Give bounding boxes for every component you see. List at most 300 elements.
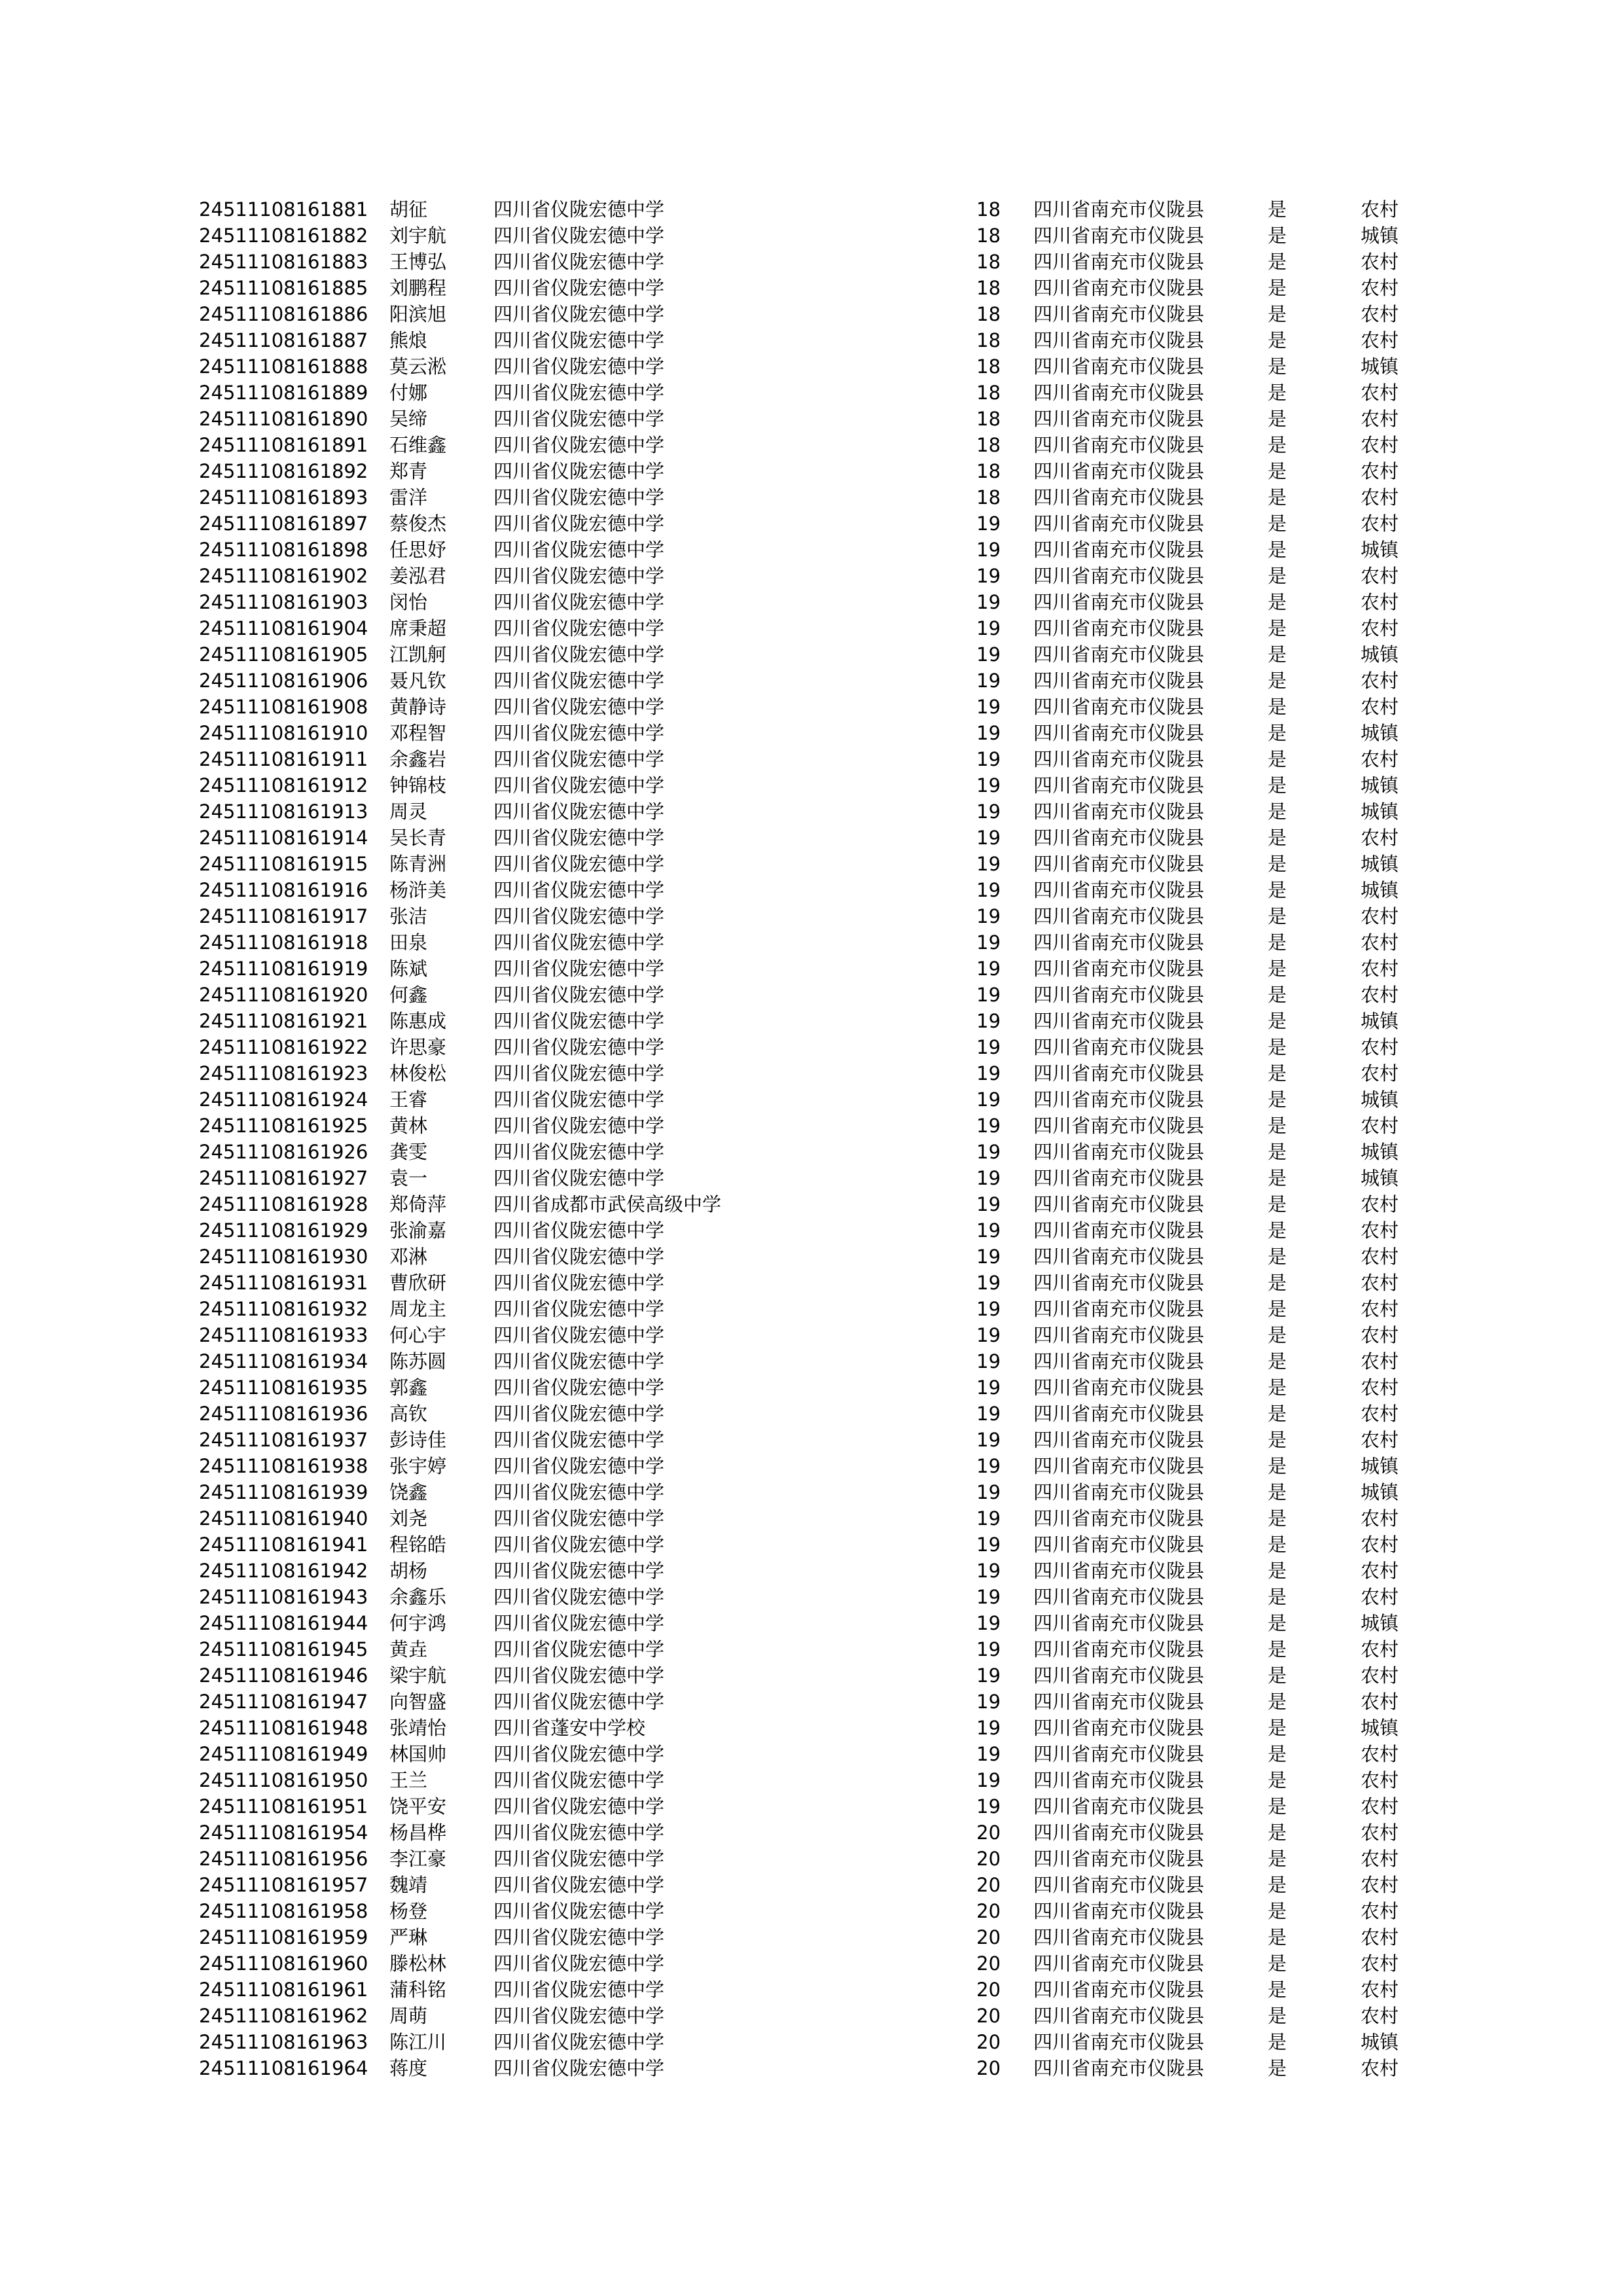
flag-cell: 是: [1268, 1167, 1287, 1189]
age-cell: 19: [976, 1350, 1001, 1372]
age-cell: 19: [976, 1691, 1001, 1713]
school-cell: 四川省蓬安中学校: [493, 1717, 646, 1739]
region-cell: 四川省南充市仪陇县: [1033, 460, 1205, 482]
residence-type-cell: 农村: [1361, 1769, 1399, 1791]
school-cell: 四川省仪陇宏德中学: [493, 565, 665, 587]
region-cell: 四川省南充市仪陇县: [1033, 1036, 1205, 1058]
name-cell: 饶平安: [389, 1795, 447, 1818]
age-cell: 18: [976, 303, 1001, 325]
age-cell: 19: [976, 565, 1001, 587]
exam-number-cell: 24511108161905: [199, 643, 368, 666]
age-cell: 18: [976, 434, 1001, 456]
name-cell: 陈惠成: [389, 1010, 447, 1032]
name-cell: 周灵: [389, 800, 428, 823]
school-cell: 四川省仪陇宏德中学: [493, 879, 665, 901]
table-row: [199, 406, 1442, 432]
exam-number-cell: 24511108161935: [199, 1376, 368, 1399]
school-cell: 四川省仪陇宏德中学: [493, 722, 665, 744]
exam-number-cell: 24511108161923: [199, 1062, 368, 1085]
table-row: [199, 380, 1442, 406]
residence-type-cell: 农村: [1361, 958, 1399, 980]
exam-number-cell: 24511108161925: [199, 1115, 368, 1137]
residence-type-cell: 城镇: [1361, 224, 1399, 247]
age-cell: 18: [976, 382, 1001, 404]
school-cell: 四川省仪陇宏德中学: [493, 1979, 665, 2001]
region-cell: 四川省南充市仪陇县: [1033, 1821, 1205, 1844]
region-cell: 四川省南充市仪陇县: [1033, 1638, 1205, 1660]
table-row: [199, 1872, 1442, 1898]
school-cell: 四川省仪陇宏德中学: [493, 1141, 665, 1163]
residence-type-cell: 农村: [1361, 382, 1399, 404]
flag-cell: 是: [1268, 460, 1287, 482]
exam-number-cell: 24511108161946: [199, 1664, 368, 1687]
age-cell: 20: [976, 1821, 1001, 1844]
age-cell: 18: [976, 224, 1001, 247]
residence-type-cell: 城镇: [1361, 774, 1399, 797]
age-cell: 19: [976, 1141, 1001, 1163]
flag-cell: 是: [1268, 1534, 1287, 1556]
school-cell: 四川省仪陇宏德中学: [493, 1848, 665, 1870]
flag-cell: 是: [1268, 1324, 1287, 1346]
residence-type-cell: 农村: [1361, 905, 1399, 927]
residence-type-cell: 农村: [1361, 1926, 1399, 1948]
residence-type-cell: 农村: [1361, 984, 1399, 1006]
table-row: [199, 1610, 1442, 1636]
region-cell: 四川省南充市仪陇县: [1033, 670, 1205, 692]
school-cell: 四川省仪陇宏德中学: [493, 1612, 665, 1634]
residence-type-cell: 城镇: [1361, 1612, 1399, 1634]
name-cell: 蒲科铭: [389, 1979, 447, 2001]
table-row: [199, 798, 1442, 825]
name-cell: 彭诗佳: [389, 1429, 447, 1451]
flag-cell: 是: [1268, 1062, 1287, 1085]
name-cell: 杨昌桦: [389, 1821, 447, 1844]
flag-cell: 是: [1268, 1821, 1287, 1844]
table-row: [199, 1217, 1442, 1244]
region-cell: 四川省南充市仪陇县: [1033, 1219, 1205, 1242]
residence-type-cell: 农村: [1361, 1324, 1399, 1346]
school-cell: 四川省仪陇宏德中学: [493, 251, 665, 273]
exam-number-cell: 24511108161881: [199, 198, 368, 221]
residence-type-cell: 城镇: [1361, 1088, 1399, 1111]
residence-type-cell: 农村: [1361, 1115, 1399, 1137]
table-row: [199, 432, 1442, 458]
name-cell: 郑青: [389, 460, 428, 482]
table-row: [199, 851, 1442, 877]
school-cell: 四川省仪陇宏德中学: [493, 434, 665, 456]
age-cell: 19: [976, 512, 1001, 535]
school-cell: 四川省仪陇宏德中学: [493, 617, 665, 639]
region-cell: 四川省南充市仪陇县: [1033, 1900, 1205, 1922]
age-cell: 19: [976, 722, 1001, 744]
age-cell: 19: [976, 539, 1001, 561]
region-cell: 四川省南充市仪陇县: [1033, 355, 1205, 378]
exam-number-cell: 24511108161947: [199, 1691, 368, 1713]
table-row: [199, 1898, 1442, 1924]
residence-type-cell: 城镇: [1361, 722, 1399, 744]
exam-number-cell: 24511108161932: [199, 1298, 368, 1320]
table-row: [199, 641, 1442, 668]
residence-type-cell: 农村: [1361, 1795, 1399, 1818]
residence-type-cell: 城镇: [1361, 1717, 1399, 1739]
age-cell: 19: [976, 1062, 1001, 1085]
name-cell: 许思豪: [389, 1036, 447, 1058]
name-cell: 王兰: [389, 1769, 428, 1791]
table-row: [199, 589, 1442, 615]
exam-number-cell: 24511108161961: [199, 1979, 368, 2001]
region-cell: 四川省南充市仪陇县: [1033, 984, 1205, 1006]
residence-type-cell: 城镇: [1361, 1167, 1399, 1189]
table-row: [199, 877, 1442, 903]
region-cell: 四川省南充市仪陇县: [1033, 1717, 1205, 1739]
residence-type-cell: 农村: [1361, 617, 1399, 639]
school-cell: 四川省仪陇宏德中学: [493, 1586, 665, 1608]
residence-type-cell: 农村: [1361, 1350, 1399, 1372]
region-cell: 四川省南充市仪陇县: [1033, 1429, 1205, 1451]
region-cell: 四川省南充市仪陇县: [1033, 2031, 1205, 2053]
school-cell: 四川省仪陇宏德中学: [493, 643, 665, 666]
region-cell: 四川省南充市仪陇县: [1033, 434, 1205, 456]
age-cell: 19: [976, 1246, 1001, 1268]
age-cell: 20: [976, 1979, 1001, 2001]
age-cell: 20: [976, 1874, 1001, 1896]
residence-type-cell: 农村: [1361, 1272, 1399, 1294]
region-cell: 四川省南充市仪陇县: [1033, 1769, 1205, 1791]
age-cell: 19: [976, 643, 1001, 666]
region-cell: 四川省南充市仪陇县: [1033, 722, 1205, 744]
age-cell: 19: [976, 1167, 1001, 1189]
exam-number-cell: 24511108161902: [199, 565, 368, 587]
name-cell: 高钦: [389, 1403, 428, 1425]
residence-type-cell: 城镇: [1361, 2031, 1399, 2053]
flag-cell: 是: [1268, 1691, 1287, 1713]
residence-type-cell: 农村: [1361, 827, 1399, 849]
table-row: [199, 511, 1442, 537]
table-row: [199, 825, 1442, 851]
age-cell: 19: [976, 1324, 1001, 1346]
residence-type-cell: 农村: [1361, 1246, 1399, 1268]
school-cell: 四川省仪陇宏德中学: [493, 1952, 665, 1975]
name-cell: 刘尧: [389, 1507, 428, 1530]
exam-number-cell: 24511108161892: [199, 460, 368, 482]
residence-type-cell: 农村: [1361, 1376, 1399, 1399]
exam-number-cell: 24511108161903: [199, 591, 368, 613]
residence-type-cell: 农村: [1361, 408, 1399, 430]
name-cell: 黄林: [389, 1115, 428, 1137]
exam-number-cell: 24511108161886: [199, 303, 368, 325]
flag-cell: 是: [1268, 329, 1287, 351]
region-cell: 四川省南充市仪陇县: [1033, 617, 1205, 639]
flag-cell: 是: [1268, 1926, 1287, 1948]
flag-cell: 是: [1268, 303, 1287, 325]
exam-number-cell: 24511108161934: [199, 1350, 368, 1372]
flag-cell: 是: [1268, 1769, 1287, 1791]
school-cell: 四川省仪陇宏德中学: [493, 355, 665, 378]
name-cell: 付娜: [389, 382, 428, 404]
flag-cell: 是: [1268, 565, 1287, 587]
school-cell: 四川省仪陇宏德中学: [493, 2057, 665, 2079]
age-cell: 19: [976, 1036, 1001, 1058]
name-cell: 熊烺: [389, 329, 428, 351]
flag-cell: 是: [1268, 434, 1287, 456]
name-cell: 张宇婷: [389, 1455, 447, 1477]
age-cell: 19: [976, 879, 1001, 901]
residence-type-cell: 城镇: [1361, 539, 1399, 561]
exam-number-cell: 24511108161963: [199, 2031, 368, 2053]
region-cell: 四川省南充市仪陇县: [1033, 1272, 1205, 1294]
school-cell: 四川省仪陇宏德中学: [493, 1874, 665, 1896]
name-cell: 邓淋: [389, 1246, 428, 1268]
name-cell: 陈青洲: [389, 853, 447, 875]
age-cell: 19: [976, 670, 1001, 692]
exam-number-cell: 24511108161920: [199, 984, 368, 1006]
table-row: [199, 301, 1442, 327]
residence-type-cell: 农村: [1361, 1560, 1399, 1582]
region-cell: 四川省南充市仪陇县: [1033, 486, 1205, 509]
residence-type-cell: 农村: [1361, 1507, 1399, 1530]
age-cell: 19: [976, 591, 1001, 613]
school-cell: 四川省仪陇宏德中学: [493, 2005, 665, 2027]
exam-number-cell: 24511108161962: [199, 2005, 368, 2027]
name-cell: 梁宇航: [389, 1664, 447, 1687]
age-cell: 19: [976, 1455, 1001, 1477]
exam-number-cell: 24511108161960: [199, 1952, 368, 1975]
table-row: [199, 1374, 1442, 1401]
exam-number-cell: 24511108161908: [199, 696, 368, 718]
table-row: [199, 1427, 1442, 1453]
name-cell: 饶鑫: [389, 1481, 428, 1503]
residence-type-cell: 农村: [1361, 1979, 1399, 2001]
exam-number-cell: 24511108161938: [199, 1455, 368, 1477]
region-cell: 四川省南充市仪陇县: [1033, 1246, 1205, 1268]
age-cell: 19: [976, 1088, 1001, 1111]
table-row: [199, 2055, 1442, 2081]
name-cell: 胡杨: [389, 1560, 428, 1582]
school-cell: 四川省仪陇宏德中学: [493, 1638, 665, 1660]
age-cell: 20: [976, 1900, 1001, 1922]
name-cell: 莫云淞: [389, 355, 447, 378]
table-row: [199, 353, 1442, 380]
name-cell: 程铭皓: [389, 1534, 447, 1556]
school-cell: 四川省成都市武侯高级中学: [493, 1193, 722, 1215]
exam-number-cell: 24511108161950: [199, 1769, 368, 1791]
name-cell: 王睿: [389, 1088, 428, 1111]
school-cell: 四川省仪陇宏德中学: [493, 512, 665, 535]
name-cell: 蒋度: [389, 2057, 428, 2079]
flag-cell: 是: [1268, 1036, 1287, 1058]
table-row: [199, 1453, 1442, 1479]
name-cell: 周龙主: [389, 1298, 447, 1320]
table-row: [199, 1113, 1442, 1139]
exam-number-cell: 24511108161918: [199, 931, 368, 954]
exam-number-cell: 24511108161917: [199, 905, 368, 927]
flag-cell: 是: [1268, 539, 1287, 561]
region-cell: 四川省南充市仪陇县: [1033, 329, 1205, 351]
residence-type-cell: 城镇: [1361, 643, 1399, 666]
school-cell: 四川省仪陇宏德中学: [493, 1010, 665, 1032]
flag-cell: 是: [1268, 1507, 1287, 1530]
name-cell: 吴长青: [389, 827, 447, 849]
school-cell: 四川省仪陇宏德中学: [493, 748, 665, 770]
residence-type-cell: 农村: [1361, 591, 1399, 613]
age-cell: 19: [976, 696, 1001, 718]
age-cell: 19: [976, 1376, 1001, 1399]
region-cell: 四川省南充市仪陇县: [1033, 1848, 1205, 1870]
table-row: [199, 537, 1442, 563]
exam-number-cell: 24511108161883: [199, 251, 368, 273]
name-cell: 江凯舸: [389, 643, 447, 666]
region-cell: 四川省南充市仪陇县: [1033, 2005, 1205, 2027]
table-row: [199, 1244, 1442, 1270]
region-cell: 四川省南充市仪陇县: [1033, 1664, 1205, 1687]
table-row: [199, 1296, 1442, 1322]
residence-type-cell: 农村: [1361, 696, 1399, 718]
flag-cell: 是: [1268, 1429, 1287, 1451]
residence-type-cell: 农村: [1361, 1193, 1399, 1215]
region-cell: 四川省南充市仪陇县: [1033, 1141, 1205, 1163]
exam-number-cell: 24511108161940: [199, 1507, 368, 1530]
flag-cell: 是: [1268, 1586, 1287, 1608]
region-cell: 四川省南充市仪陇县: [1033, 1376, 1205, 1399]
region-cell: 四川省南充市仪陇县: [1033, 512, 1205, 535]
residence-type-cell: 农村: [1361, 1664, 1399, 1687]
exam-number-cell: 24511108161945: [199, 1638, 368, 1660]
table-row: [199, 484, 1442, 511]
flag-cell: 是: [1268, 617, 1287, 639]
school-cell: 四川省仪陇宏德中学: [493, 800, 665, 823]
flag-cell: 是: [1268, 1141, 1287, 1163]
flag-cell: 是: [1268, 1010, 1287, 1032]
school-cell: 四川省仪陇宏德中学: [493, 1455, 665, 1477]
name-cell: 陈苏圆: [389, 1350, 447, 1372]
flag-cell: 是: [1268, 198, 1287, 221]
exam-number-cell: 24511108161949: [199, 1743, 368, 1765]
exam-number-cell: 24511108161931: [199, 1272, 368, 1294]
name-cell: 余鑫岩: [389, 748, 447, 770]
region-cell: 四川省南充市仪陇县: [1033, 1193, 1205, 1215]
age-cell: 18: [976, 198, 1001, 221]
region-cell: 四川省南充市仪陇县: [1033, 827, 1205, 849]
age-cell: 18: [976, 355, 1001, 378]
name-cell: 滕松林: [389, 1952, 447, 1975]
flag-cell: 是: [1268, 2057, 1287, 2079]
age-cell: 19: [976, 1717, 1001, 1739]
region-cell: 四川省南充市仪陇县: [1033, 1874, 1205, 1896]
school-cell: 四川省仪陇宏德中学: [493, 1507, 665, 1530]
flag-cell: 是: [1268, 1952, 1287, 1975]
flag-cell: 是: [1268, 774, 1287, 797]
table-row: [199, 1820, 1442, 1846]
flag-cell: 是: [1268, 1874, 1287, 1896]
table-row: [199, 1191, 1442, 1217]
age-cell: 18: [976, 486, 1001, 509]
table-row: [199, 1270, 1442, 1296]
age-cell: 19: [976, 1115, 1001, 1137]
region-cell: 四川省南充市仪陇县: [1033, 408, 1205, 430]
school-cell: 四川省仪陇宏德中学: [493, 958, 665, 980]
residence-type-cell: 农村: [1361, 512, 1399, 535]
flag-cell: 是: [1268, 1219, 1287, 1242]
table-row: [199, 1060, 1442, 1086]
exam-number-cell: 24511108161951: [199, 1795, 368, 1818]
exam-number-cell: 24511108161910: [199, 722, 368, 744]
exam-number-cell: 24511108161904: [199, 617, 368, 639]
school-cell: 四川省仪陇宏德中学: [493, 1821, 665, 1844]
residence-type-cell: 农村: [1361, 1586, 1399, 1608]
table-row: [199, 1689, 1442, 1715]
table-row: [199, 1165, 1442, 1191]
table-row: [199, 1950, 1442, 1977]
flag-cell: 是: [1268, 879, 1287, 901]
flag-cell: 是: [1268, 591, 1287, 613]
table-row: [199, 249, 1442, 275]
school-cell: 四川省仪陇宏德中学: [493, 408, 665, 430]
exam-number-cell: 24511108161943: [199, 1586, 368, 1608]
region-cell: 四川省南充市仪陇县: [1033, 1403, 1205, 1425]
table-row: [199, 746, 1442, 772]
name-cell: 陈江川: [389, 2031, 447, 2053]
name-cell: 张靖怡: [389, 1717, 447, 1739]
flag-cell: 是: [1268, 1900, 1287, 1922]
region-cell: 四川省南充市仪陇县: [1033, 1088, 1205, 1111]
residence-type-cell: 农村: [1361, 1403, 1399, 1425]
flag-cell: 是: [1268, 853, 1287, 875]
region-cell: 四川省南充市仪陇县: [1033, 1324, 1205, 1346]
flag-cell: 是: [1268, 1612, 1287, 1634]
school-cell: 四川省仪陇宏德中学: [493, 303, 665, 325]
flag-cell: 是: [1268, 905, 1287, 927]
region-cell: 四川省南充市仪陇县: [1033, 696, 1205, 718]
age-cell: 20: [976, 1848, 1001, 1870]
exam-number-cell: 24511108161929: [199, 1219, 368, 1242]
flag-cell: 是: [1268, 958, 1287, 980]
school-cell: 四川省仪陇宏德中学: [493, 905, 665, 927]
table-row: [199, 458, 1442, 484]
table-row: [199, 1479, 1442, 1505]
flag-cell: 是: [1268, 1743, 1287, 1765]
exam-number-cell: 24511108161964: [199, 2057, 368, 2079]
school-cell: 四川省仪陇宏德中学: [493, 1088, 665, 1111]
exam-number-cell: 24511108161927: [199, 1167, 368, 1189]
name-cell: 阳滨旭: [389, 303, 447, 325]
region-cell: 四川省南充市仪陇县: [1033, 224, 1205, 247]
age-cell: 18: [976, 460, 1001, 482]
age-cell: 18: [976, 329, 1001, 351]
exam-number-cell: 24511108161897: [199, 512, 368, 535]
region-cell: 四川省南充市仪陇县: [1033, 1350, 1205, 1372]
table-row: [199, 668, 1442, 694]
school-cell: 四川省仪陇宏德中学: [493, 1534, 665, 1556]
table-row: [199, 1767, 1442, 1793]
region-cell: 四川省南充市仪陇县: [1033, 853, 1205, 875]
region-cell: 四川省南充市仪陇县: [1033, 931, 1205, 954]
exam-number-cell: 24511108161936: [199, 1403, 368, 1425]
age-cell: 19: [976, 1219, 1001, 1242]
flag-cell: 是: [1268, 1664, 1287, 1687]
exam-number-cell: 24511108161912: [199, 774, 368, 797]
school-cell: 四川省仪陇宏德中学: [493, 1429, 665, 1451]
exam-number-cell: 24511108161889: [199, 382, 368, 404]
school-cell: 四川省仪陇宏德中学: [493, 1115, 665, 1137]
exam-number-cell: 24511108161891: [199, 434, 368, 456]
age-cell: 20: [976, 2031, 1001, 2053]
flag-cell: 是: [1268, 1376, 1287, 1399]
residence-type-cell: 城镇: [1361, 1010, 1399, 1032]
name-cell: 何鑫: [389, 984, 428, 1006]
school-cell: 四川省仪陇宏德中学: [493, 1036, 665, 1058]
name-cell: 张渝嘉: [389, 1219, 447, 1242]
school-cell: 四川省仪陇宏德中学: [493, 329, 665, 351]
